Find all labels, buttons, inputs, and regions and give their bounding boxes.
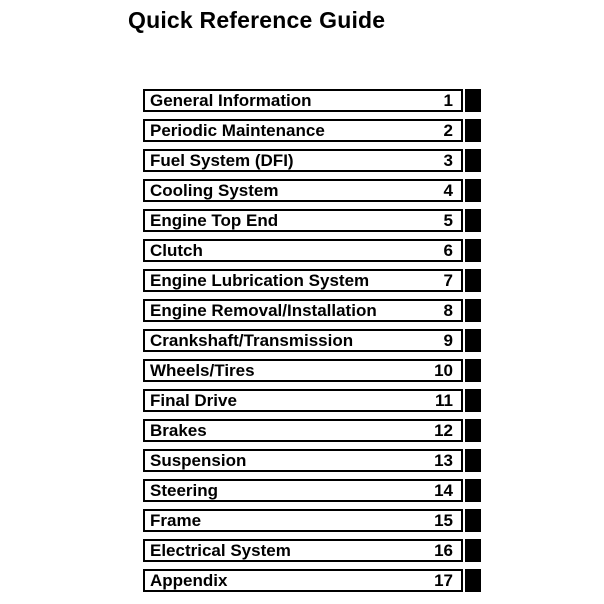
chapter-number: 12 <box>434 421 453 440</box>
chapter-number: 4 <box>443 181 453 200</box>
toc-row-wheels-tires <box>143 359 481 382</box>
chapter-number: 2 <box>443 121 453 140</box>
toc-row-steering <box>143 479 481 502</box>
chapter-box <box>143 569 463 592</box>
chapter-box <box>143 419 463 442</box>
chapter-label: Suspension <box>150 451 247 470</box>
chapter-label: Appendix <box>150 571 228 590</box>
chapter-label: Periodic Maintenance <box>150 121 325 140</box>
chapter-box <box>143 359 463 382</box>
toc-row-electrical-system <box>143 539 481 562</box>
chapter-label: Electrical System <box>150 541 291 560</box>
toc-row-fuel-system <box>143 149 481 172</box>
chapter-tab-marker <box>465 149 481 172</box>
toc-row-periodic-maintenance <box>143 119 481 142</box>
chapter-box <box>143 269 463 292</box>
chapter-number: 8 <box>443 301 453 320</box>
toc-row-frame <box>143 509 481 532</box>
chapter-number: 13 <box>434 451 453 470</box>
chapter-box <box>143 479 463 502</box>
chapter-number: 1 <box>443 91 453 110</box>
chapter-box <box>143 449 463 472</box>
toc-row-final-drive <box>143 389 481 412</box>
chapter-tab-marker <box>465 539 481 562</box>
chapter-tab-marker <box>465 329 481 352</box>
chapter-label: Engine Removal/Installation <box>150 301 377 320</box>
chapter-number: 11 <box>435 391 453 410</box>
chapter-tab-marker <box>465 269 481 292</box>
toc-row-clutch <box>143 239 481 262</box>
chapter-box <box>143 509 463 532</box>
toc-row-appendix <box>143 569 481 592</box>
chapter-tab-marker <box>465 299 481 322</box>
toc-row-cooling-system <box>143 179 481 202</box>
chapter-label: Frame <box>150 511 202 530</box>
chapter-label: Steering <box>150 481 219 500</box>
chapter-number: 3 <box>443 151 453 170</box>
toc-row-crankshaft-transmission <box>143 329 481 352</box>
chapter-tab-marker <box>465 419 481 442</box>
chapter-label: General Information <box>150 91 312 110</box>
chapter-tab-marker <box>465 239 481 262</box>
chapter-number: 15 <box>434 511 453 530</box>
chapter-label: Wheels/Tires <box>150 361 255 380</box>
chapter-label: Fuel System (DFI) <box>150 151 294 170</box>
toc-row-engine-top-end <box>143 209 481 232</box>
chapter-number: 5 <box>443 211 453 230</box>
chapter-tab-marker <box>465 89 481 112</box>
chapter-number: 9 <box>443 331 453 350</box>
chapter-box <box>143 89 463 112</box>
chapter-number: 16 <box>434 541 453 560</box>
toc-row-suspension <box>143 449 481 472</box>
chapter-box <box>143 209 463 232</box>
chapter-box <box>143 119 463 142</box>
toc-row-engine-removal-installation <box>143 299 481 322</box>
chapter-tab-marker <box>465 479 481 502</box>
chapter-box <box>143 239 463 262</box>
chapter-box <box>143 149 463 172</box>
chapter-number: 10 <box>434 361 453 380</box>
chapter-label: Final Drive <box>150 391 237 410</box>
chapter-box <box>143 539 463 562</box>
chapter-number: 17 <box>434 571 453 590</box>
chapter-box <box>143 389 463 412</box>
chapter-box <box>143 299 463 322</box>
chapter-number: 14 <box>434 481 453 500</box>
chapter-label: Engine Top End <box>150 211 279 230</box>
toc-row-general-information <box>143 89 481 112</box>
chapter-box <box>143 179 463 202</box>
chapter-number: 7 <box>443 271 453 290</box>
chapter-number: 6 <box>443 241 453 260</box>
chapter-label: Clutch <box>150 241 203 260</box>
chapter-tab-marker <box>465 569 481 592</box>
chapter-label: Brakes <box>150 421 207 440</box>
chapter-tab-marker <box>465 389 481 412</box>
chapter-label: Crankshaft/Transmission <box>150 331 354 350</box>
chapter-tab-marker <box>465 359 481 382</box>
chapter-tab-marker <box>465 449 481 472</box>
chapter-tab-marker <box>465 179 481 202</box>
toc-row-brakes <box>143 419 481 442</box>
chapter-label: Cooling System <box>150 181 279 200</box>
chapter-tab-marker <box>465 209 481 232</box>
page-title: Quick Reference Guide <box>128 7 386 33</box>
chapter-box <box>143 329 463 352</box>
chapter-tab-marker <box>465 119 481 142</box>
table-of-contents <box>143 89 481 599</box>
chapter-label: Engine Lubrication System <box>150 271 370 290</box>
chapter-tab-marker <box>465 509 481 532</box>
toc-row-engine-lubrication-system <box>143 269 481 292</box>
